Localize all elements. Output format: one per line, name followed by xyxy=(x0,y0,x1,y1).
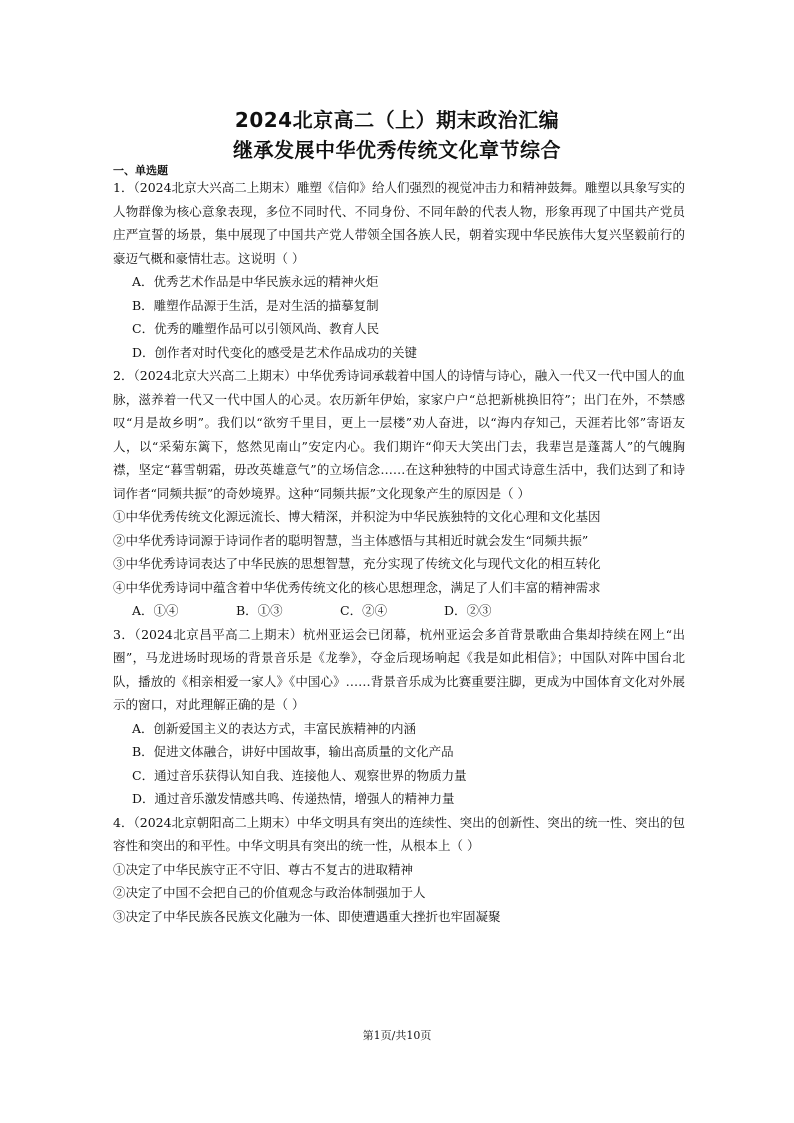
question-2-choice-c: C．②④ xyxy=(340,603,388,618)
document-subtitle: 继承发展中华优秀传统文化章节综合 xyxy=(233,138,561,162)
question-4-statement-2: ②决定了中国不会把自己的价值观念与政治体制强加于人 xyxy=(113,885,426,900)
question-1-option-a: A．优秀艺术作品是中华民族永远的精神火炬 xyxy=(132,274,379,289)
question-3-option-c: C．通过音乐获得认知自我、连接他人、观察世界的物质力量 xyxy=(132,767,467,783)
question-2-text: 2．（2024北京大兴高二上期末）中华优秀诗词承载着中国人的诗情与诗心，融入一代又一代中国人的血脉，滋养着一代又一代中国人的心灵。农历新年伊始，家家户户“总把新桃换旧符”；出门在外，不禁感叹“月是故乡明”。我们以“欲穷千里目，更上一层楼”劝人奋进，以“海内存知己，天涯若比邻”寄语友人，以“采菊东篱下，悠然见南山”安定内心。我们期许“仰天大笑出门去，我辈岂是蓬蒿人”的气魄胸襟，坚定“暮雪朝霜，毋改英雄意气”的立场信念……在这种独特的中国式诗意生活中，我们达到了和诗词作者“同频共振”的奇妙境界。这种“同频共振”文化现象产生的原因是（ ） xyxy=(113,368,685,501)
document-title: 2024北京高二（上）期末政治汇编 xyxy=(234,108,560,132)
question-2-choice-d: D．②③ xyxy=(444,603,492,618)
question-3-option-d: D．通过音乐激发情感共鸣、传递热情，增强人的精神力量 xyxy=(132,791,455,806)
question-2-statement-2: ②中华优秀诗词源于诗词作者的聪明智慧，当主体感悟与其相近时就会发生“同频共振” xyxy=(113,532,589,548)
question-3-option-b: B．促进文体融合，讲好中国故事，输出高质量的文化产品 xyxy=(132,744,454,759)
question-3-option-a: A．创新爱国主义的表达方式，丰富民族精神的内涵 xyxy=(132,720,417,736)
section-heading: 一、单选题 xyxy=(113,164,168,177)
question-2-choices xyxy=(132,599,685,623)
question-1-option-b: B．雕塑作品源于生活，是对生活的描摹复制 xyxy=(132,297,379,313)
question-1-option-c: C．优秀的雕塑作品可以引领风尚、教育人民 xyxy=(132,321,380,336)
question-2-choice-b: B．①③ xyxy=(236,603,283,618)
question-4-statement-3: ③决定了中华民族各民族文化融为一体、即使遭遇重大挫折也牢固凝聚 xyxy=(113,908,501,924)
question-list xyxy=(113,176,685,928)
question-4-text: 4．（2024北京朝阳高二上期末）中华文明具有突出的连续性、突出的创新性、突出的统一性、突出的包容性和突出的和平性。中华文明具有突出的统一性，从根本上（ ） xyxy=(113,814,685,853)
question-1-option-d: D．创作者对时代变化的感受是艺术作品成功的关键 xyxy=(132,344,418,360)
question-2-statement-1: ①中华优秀传统文化源远流长、博大精深，并积淀为中华民族独特的文化心理和文化基因 xyxy=(113,509,601,524)
question-2-statement-4: ④中华优秀诗词中蕴含着中华优秀传统文化的核心思想理念，满足了人们丰富的精神需求 xyxy=(113,579,601,595)
question-2-choice-a: A．①④ xyxy=(132,603,179,618)
question-4-statement-1: ①决定了中华民族守正不守旧、尊古不复古的进取精神 xyxy=(113,861,414,877)
page-footer: 第1页/共10页 xyxy=(362,1029,432,1042)
question-3-text: 3．（2024北京昌平高二上期末）杭州亚运会已闭幕，杭州亚运会多首背景歌曲合集却持续在网上“出圈”，马龙进场时现场的背景音乐是《龙拳》，夺金后现场响起《我是如此相信》；中国队对阵中国台北队，播放的《相亲相爱一家人》《中国心》……背景音乐成为比赛重要注脚，更成为中国体育文化对外展示的窗口，对此理解正确的是（ ） xyxy=(113,626,685,712)
question-1-text: 1．（2024北京大兴高二上期末）雕塑《信仰》给人们强烈的视觉冲击力和精神鼓舞。雕塑以具象写实的人物群像为核心意象表现，多位不同时代、不同身份、不同年龄的代表人物，形象再现了中国共产党员庄严宣誓的场景，集中展现了中国共产党人带领全国各族人民，朝着实现中华民族伟大复兴坚毅前行的豪迈气概和豪情壮志。这说明（ ） xyxy=(113,180,685,266)
question-2-statement-3: ③中华优秀诗词表达了中华民族的思想智慧，充分实现了传统文化与现代文化的相互转化 xyxy=(113,556,601,571)
